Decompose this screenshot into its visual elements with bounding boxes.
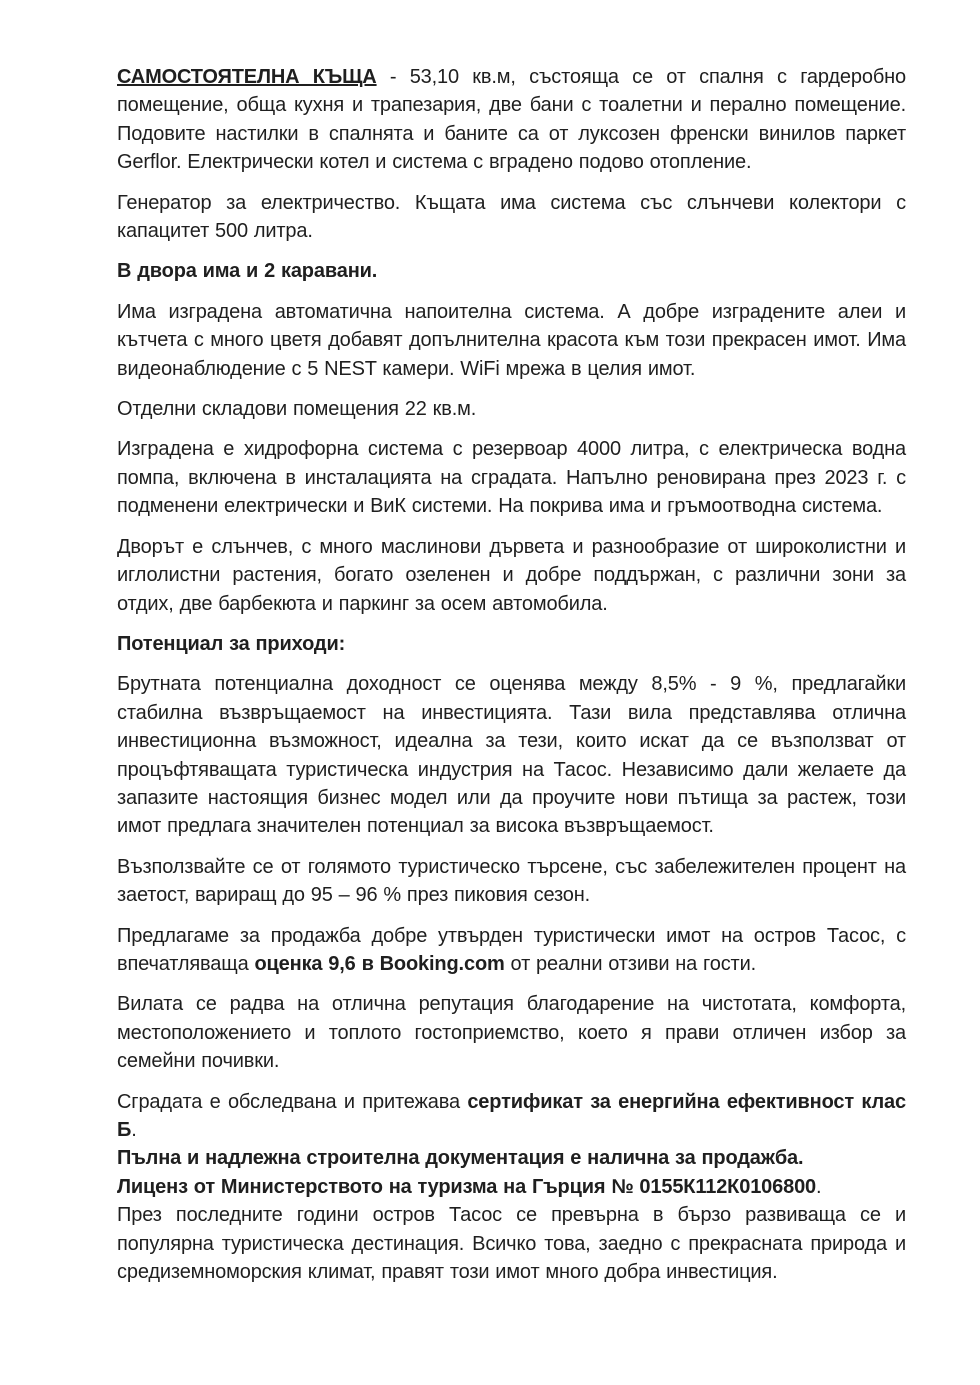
text-run: Генератор за електричество. Къщата има система със слънчеви колектори с капацитет 500 литра. bbox=[117, 191, 906, 243]
paragraph-storage bbox=[117, 395, 906, 423]
text-run: Брутната потенциална доходност се оценява между 8,5% - 9 %, предлагайки стабилна възвръщаемост на инвестицията. Тази вила представлява отлична инвестиционна възможност, идеална за тези, които искат да се възползват от процъфтяващата туристическа индустрия на Тасос. Независимо дали желаете да запазите настоящия бизнес модел или да проучите нови пътища за растеж, този имот предлага значителен потенциал за висока възвръщаемост. bbox=[117, 673, 906, 838]
paragraph-water-system bbox=[117, 435, 906, 520]
text-run: Вилата се радва на отлична репутация благодарение на чистотата, комфорта, местоположението и топлото гостоприемство, което я прави отличен избор за семейни почивки. bbox=[117, 993, 906, 1073]
text-run: от реални отзиви на гости. bbox=[504, 952, 756, 975]
text-run: . bbox=[131, 1119, 137, 1141]
text-run: Предлагаме за продажба добре утвърден туристически имот на остров Тасос, с впечатляваща bbox=[117, 924, 906, 975]
paragraph-license bbox=[117, 1173, 906, 1201]
paragraph-house-description bbox=[117, 63, 906, 177]
paragraph-caravans bbox=[117, 257, 906, 285]
paragraph-booking-rating bbox=[117, 922, 906, 979]
text-run: Изградена е хидрофорна система с резервоар 4000 литра, с електрическа водна помпа, включена в инсталацията на сградата. Напълно реновирана през 2023 г. с подменени електрически и ВиК системи. На покрива има и гръмоотводна система. bbox=[117, 438, 906, 518]
paragraph-conclusion bbox=[117, 1201, 906, 1286]
paragraph-energy-certificate bbox=[117, 1088, 906, 1145]
license-bold-text: Лиценз от Министерството на туризма на Гърция № 0155К112К0106800 bbox=[117, 1175, 817, 1198]
income-heading-text: Потенциал за приходи: bbox=[117, 632, 346, 655]
paragraph-generator bbox=[117, 189, 906, 246]
text-run: През последните години остров Тасос се превърна в бързо развиваща се и популярна туристическа дестинация. Всичко това, заедно с прекрасната природа и средиземноморския климат, правят този имот много добра инвестиция. bbox=[117, 1204, 906, 1284]
energy-certificate-bold-text: сертификат за енергийна ефективност клас Б bbox=[117, 1090, 906, 1141]
booking-rating-bold-text: оценка 9,6 в Booking.com bbox=[254, 952, 505, 975]
text-run: . bbox=[816, 1175, 822, 1198]
text-run: - 53,10 кв.м, състояща се от спалня с гардеробно помещение, обща кухня и трапезария, две бани с тоалетни и перално помещение. Подовите настилки в спалнята и баните са от луксозен френски винилов паркет Gerflor. Електрически котел и система с вградено подово отопление. bbox=[117, 66, 906, 174]
documentation-bold-text: Пълна и надлежна строителна документация е налична за продажба. bbox=[117, 1147, 804, 1170]
paragraph-reputation bbox=[117, 990, 906, 1075]
text-run: Отделни складови помещения 22 кв.м. bbox=[117, 398, 477, 421]
paragraph-yard bbox=[117, 533, 906, 618]
caravans-bold-text: В двора има и 2 каравани. bbox=[117, 260, 378, 283]
house-title-text: САМОСТОЯТЕЛНА КЪЩА bbox=[117, 66, 377, 88]
paragraph-documentation bbox=[117, 1144, 906, 1172]
heading-income-potential bbox=[117, 630, 906, 658]
text-run: Има изградена автоматична напоителна система. А добре изградените алеи и кътчета с много цветя добавят допълнителна красота към този прекрасен имот. Има видеонаблюдение с 5 NEST камери. WiFi мрежа в целия имот. bbox=[117, 300, 906, 380]
text-run: Възползвайте се от голямото туристическо търсене, със забележителен процент на заетост, вариращ до 95 – 96 % през пиковия сезон. bbox=[117, 855, 906, 907]
paragraph-yield bbox=[117, 670, 906, 840]
paragraph-occupancy bbox=[117, 853, 906, 910]
text-run: Дворът е слънчев, с много маслинови дървета и разнообразие от широколистни и иглолистни растения, богато озеленен и добре поддържан, с различни зони за отдих, две барбекюта и паркинг за осем автомобила. bbox=[117, 535, 906, 615]
text-run: Сградата е обследвана и притежава bbox=[117, 1090, 468, 1113]
paragraph-irrigation bbox=[117, 298, 906, 383]
